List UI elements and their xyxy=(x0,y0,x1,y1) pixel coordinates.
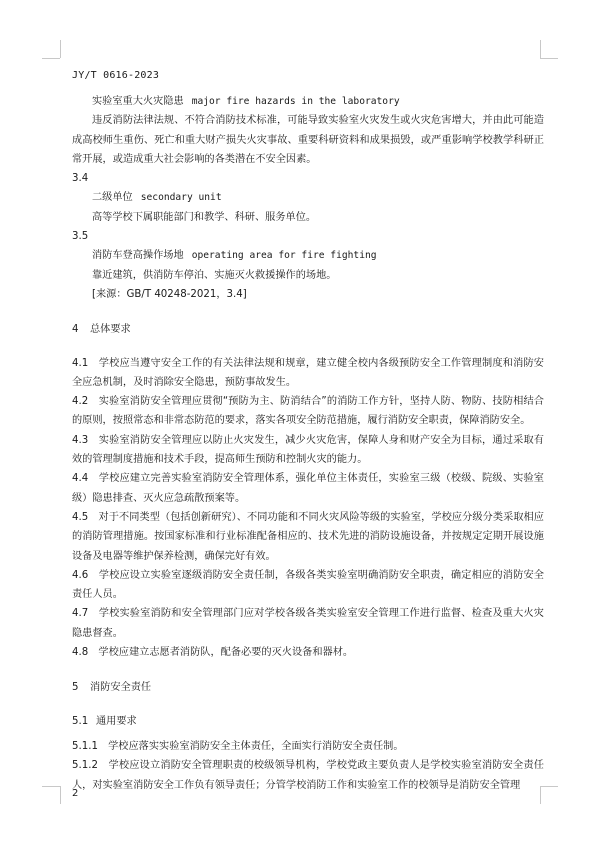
term-source-3-5: [来源：GB/T 40248-2021，3.4] xyxy=(92,288,247,300)
term-title-en: secondary unit xyxy=(140,192,222,204)
crop-mark-bottom-left-h xyxy=(42,786,60,787)
term-title-zh: 消防车登高操作场地 xyxy=(92,250,184,262)
section-title: 消防安全责任 xyxy=(90,682,152,694)
clause-5-1-2: 5.1.2 学校应设立消防安全管理职责的校级领导机构，学校党政主要负责人是学校实验室消防安全责任人，对实验室消防安全工作负有领导责任；分管学校消防工作和实验室工作的校领导是消防安全管理 xyxy=(72,760,544,791)
section-heading-4 xyxy=(72,320,544,339)
term-title-3-4 xyxy=(72,188,544,207)
clause-4-5: 4.5 对于不同类型（包括创新研究）、不同功能和不同火灾风险等级的实验室，学校应分级分类采取相应的消防管理措施。按国家标准和行业标准配备相应的、技术先进的消防设施设备，并按规定定期开展设施设备及电器等维护保养检测，确保完好有效。 xyxy=(72,511,544,562)
subsection-number: 5.1 xyxy=(72,715,89,727)
crop-mark-bottom-left-v xyxy=(60,786,61,804)
subsection-heading-5-1 xyxy=(72,712,544,731)
clause-4-4: 4.4 学校应建立完善实验室消防安全管理体系，强化单位主体责任，实验室三级（校级、院级、实验室级）隐患排查、灭火应急疏散预案等。 xyxy=(72,473,544,504)
clause-4-1: 4.1 学校应当遵守安全工作的有关法律法规和规章，建立健全校内各级预防安全工作管理制度和消防安全应急机制，及时消除安全隐患，预防事故发生。 xyxy=(72,357,544,388)
section-heading-5 xyxy=(72,678,544,697)
clause-4-3: 4.3 实验室消防安全管理应以防止火灾发生，减少火灾危害，保障人身和财产安全为目标，通过采取有效的管理制度措施和技术手段，提高师生预防和控制火灾的能力。 xyxy=(72,434,544,466)
crop-mark-top-right-v xyxy=(540,40,541,58)
section-number: 4 xyxy=(72,324,79,336)
term-title-3-5 xyxy=(72,246,544,265)
term-title-zh: 二级单位 xyxy=(92,192,133,204)
term-definition-3-3: 违反消防法律法规、不符合消防技术标准，可能导致实验室火灾发生或火灾危害增大，并由此可能造成高校师生重伤、死亡和重大财产损失火灾事故、重要科研资料和成果损毁，或严重影响学校教学科研正常开展，或造成重大社会影响的各类潜在不安全因素。 xyxy=(72,115,544,165)
page-body xyxy=(72,92,544,795)
term-number-3-4: 3.4 xyxy=(72,173,89,185)
crop-mark-top-left-v xyxy=(60,40,61,58)
term-title-3-3 xyxy=(72,92,544,111)
section-title: 总体要求 xyxy=(90,324,131,336)
term-definition-3-5: 靠近建筑，供消防车停泊、实施灭火救援操作的场地。 xyxy=(92,269,337,281)
term-title-zh: 实验室重大火灾隐患 xyxy=(92,96,184,107)
clause-5-1-1: 5.1.1 学校应落实实验室消防安全主体责任，全面实行消防安全责任制。 xyxy=(72,740,404,752)
section-number: 5 xyxy=(72,682,79,694)
crop-mark-top-right-h xyxy=(540,58,558,59)
term-number-3-5: 3.5 xyxy=(72,231,89,243)
term-title-en: major fire hazards in the laboratory xyxy=(191,96,400,107)
crop-mark-top-left-h xyxy=(42,58,60,59)
term-title-en: operating area for fire fighting xyxy=(191,250,377,262)
clause-4-8: 4.8 学校应建立志愿者消防队，配备必要的灭火设备和器材。 xyxy=(72,647,354,659)
clause-4-2: 4.2 实验室消防安全管理应贯彻“预防为主、防消结合”的消防工作方针，坚持人防、物防、技防相结合的原则，按照常态和非常态防范的要求，落实各项安全防范措施，履行消防安全职责，保障消防安全。 xyxy=(72,396,544,427)
standard-id: JY/T 0616-2023 xyxy=(72,70,160,81)
term-definition-3-4: 高等学校下属职能部门和教学、科研、服务单位。 xyxy=(92,211,317,223)
clause-4-7: 4.7 学校实验室消防和安全管理部门应对学校各级各类实验室安全管理工作进行监督、检查及重大火灾隐患督查。 xyxy=(72,608,544,639)
subsection-title: 通用要求 xyxy=(96,715,137,727)
page-number: 2 xyxy=(72,788,79,799)
clause-4-6: 4.6 学校应设立实验室逐级消防安全责任制，各级各类实验室明确消防安全职责，确定相应的消防安全责任人员。 xyxy=(72,569,544,601)
